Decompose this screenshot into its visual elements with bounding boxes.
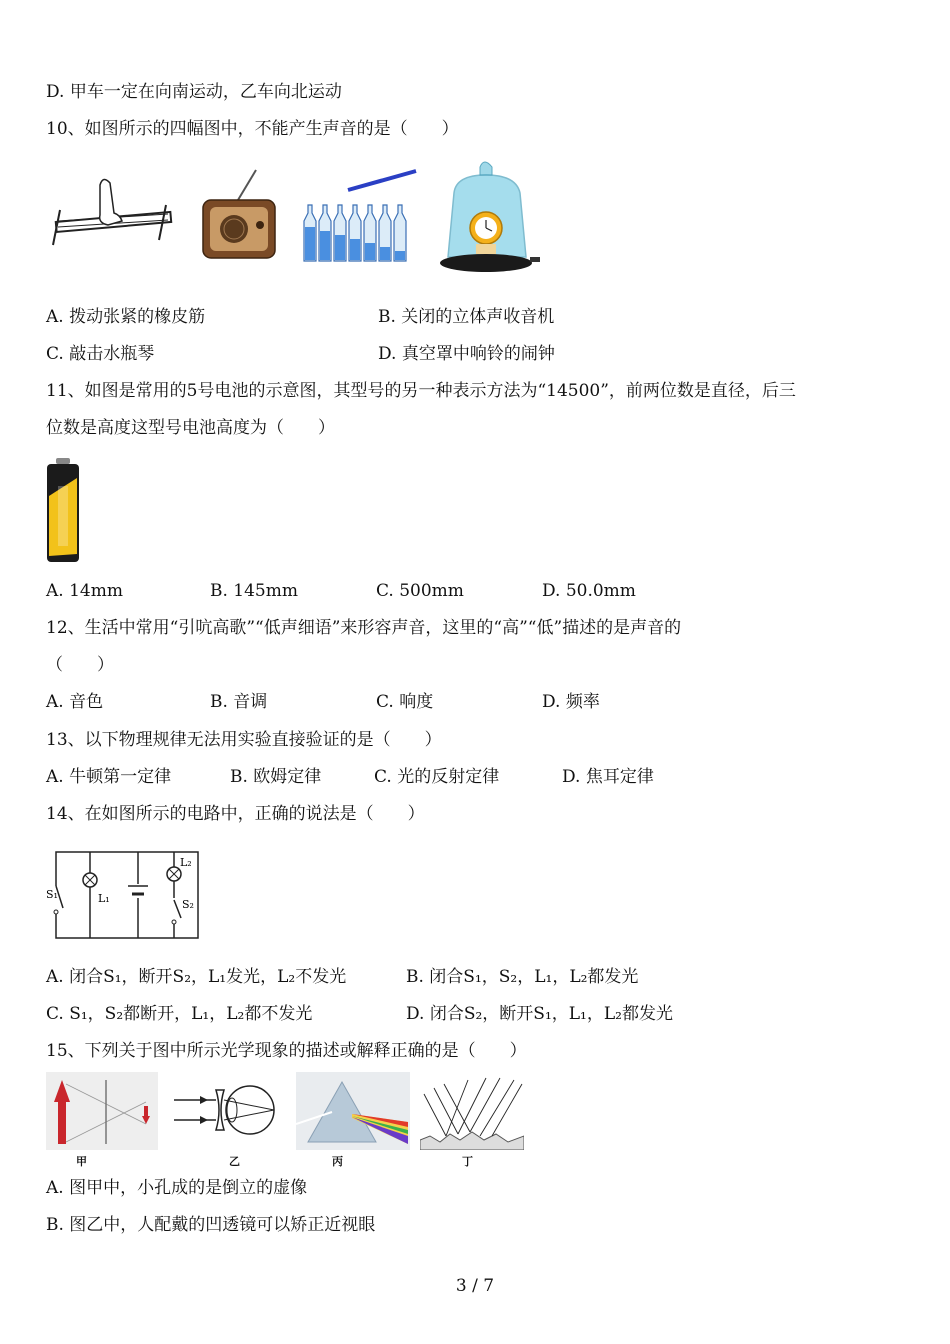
circuit-label-s1: S₁: [46, 888, 58, 901]
q14-option-c: C. S₁，S₂都断开，L₁，L₂都不发光: [46, 1004, 313, 1024]
q14-option-d: D. 闭合S₂，断开S₁，L₁，L₂都发光: [406, 1004, 673, 1024]
caption-jia: 甲: [76, 1155, 87, 1168]
q11-option-c: C. 500mm: [376, 581, 464, 601]
caption-bing: 丙: [332, 1155, 343, 1168]
q12-option-b: B. 音调: [210, 692, 268, 712]
circuit-label-l2: L₂: [180, 856, 192, 869]
q14-option-b: B. 闭合S₁，S₂，L₁，L₂都发光: [406, 967, 639, 987]
q10-option-d: D. 真空罩中响铃的闹钟: [378, 344, 555, 364]
q10-option-c: C. 敲击水瓶琴: [46, 344, 155, 364]
page-number: 3 / 7: [455, 1276, 495, 1296]
q12-option-a: A. 音色: [46, 692, 104, 712]
q14-option-a: A. 闭合S₁，断开S₂，L₁发光，L₂不发光: [46, 967, 347, 987]
q12-stem-line1: 12、生活中常用“引吭高歌”“低声细语”来形容声音，这里的“高”“低”描述的是声音的: [46, 618, 682, 638]
q13-option-b: B. 欧姆定律: [230, 767, 322, 787]
q12-option-d: D. 频率: [542, 692, 600, 712]
q10-option-a: A. 拨动张紧的橡皮筋: [46, 307, 206, 327]
prism-dispersion-figure: [296, 1072, 410, 1150]
q11-stem-line1: 11、如图是常用的5号电池的示意图，其型号的另一种表示方法为“14500”，前两位数是直径，后三: [46, 381, 796, 401]
circuit-label-s2: S₂: [182, 898, 194, 911]
eye-lens-figure: [170, 1078, 280, 1148]
bell-jar-alarm-figure: [436, 153, 546, 283]
q13-option-d: D. 焦耳定律: [562, 767, 654, 787]
q11-option-b: B. 145mm: [210, 581, 298, 601]
radio-figure: [198, 165, 280, 265]
aa-battery-figure: [44, 456, 84, 564]
q10-option-b: B. 关闭的立体声收音机: [378, 307, 555, 327]
q10-stem: 10、如图所示的四幅图中，不能产生声音的是（ ）: [46, 119, 459, 139]
water-bottle-xylophone-figure: [300, 165, 420, 265]
circuit-diagram-figure: [42, 846, 202, 942]
q13-option-a: A. 牛顿第一定律: [46, 767, 172, 787]
q11-option-d: D. 50.0mm: [542, 581, 636, 601]
q15-option-b: B. 图乙中，人配戴的凹透镜可以矫正近视眼: [46, 1215, 376, 1235]
q15-stem: 15、下列关于图中所示光学现象的描述或解释正确的是（ ）: [46, 1041, 527, 1061]
q14-stem: 14、在如图所示的电路中，正确的说法是（ ）: [46, 804, 425, 824]
q12-stem-line2: （ ）: [46, 655, 114, 675]
rubber-band-figure: [48, 165, 178, 255]
q15-option-a: A. 图甲中，小孔成的是倒立的虚像: [46, 1178, 308, 1198]
caption-yi: 乙: [229, 1155, 240, 1168]
caption-ding: 丁: [462, 1155, 473, 1168]
q13-stem: 13、以下物理规律无法用实验直接验证的是（ ）: [46, 730, 442, 750]
pinhole-image-figure: [46, 1072, 158, 1150]
q12-option-c: C. 响度: [376, 692, 434, 712]
q11-stem-line2: 位数是高度这型号电池高度为（ ）: [46, 418, 335, 438]
q11-option-a: A. 14mm: [46, 581, 123, 601]
q9-option-d: D. 甲车一定在向南运动，乙车向北运动: [46, 82, 342, 102]
circuit-label-l1: L₁: [98, 892, 110, 905]
q13-option-c: C. 光的反射定律: [374, 767, 500, 787]
diffuse-reflection-figure: [420, 1074, 524, 1150]
